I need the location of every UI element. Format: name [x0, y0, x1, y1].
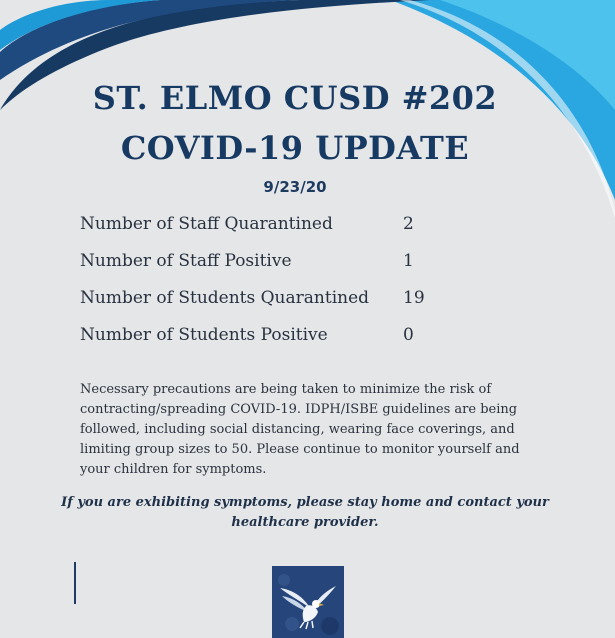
stats-list — [80, 210, 480, 358]
stat-row-students-quarantined — [80, 284, 480, 321]
stat-value: 19 — [403, 288, 425, 308]
stat-label: Number of Students Quarantined — [80, 288, 370, 308]
stat-value: 0 — [403, 325, 414, 345]
symptoms-callout: If you are exhibiting symptoms, please stay home and contact your healthcare provider. — [61, 495, 549, 530]
update-date: 9/23/20 — [263, 178, 327, 196]
stat-row-staff-quarantined — [80, 210, 480, 247]
stat-label: Number of Students Positive — [80, 325, 328, 345]
text-cursor — [74, 562, 76, 604]
stat-row-students-positive — [80, 321, 480, 358]
title-line-2: COVID-19 UPDATE — [120, 129, 470, 167]
stat-row-staff-positive — [80, 247, 480, 284]
stat-value: 1 — [403, 251, 414, 271]
stat-label: Number of Staff Quarantined — [80, 214, 333, 234]
stat-value: 2 — [403, 214, 414, 234]
stat-label: Number of Staff Positive — [80, 251, 292, 271]
title-line-1: ST. ELMO CUSD #202 — [92, 79, 498, 117]
eagle-logo-icon — [272, 566, 344, 638]
precautions-paragraph: Necessary precautions are being taken to minimize the risk of contracting/spreading COVID-19. IDPH/ISBE guidelines are being followed, including social distancing, wearing face coverings, and limiting group sizes to 50. Please continue to monitor yourself and your children for symptoms. — [80, 382, 520, 477]
